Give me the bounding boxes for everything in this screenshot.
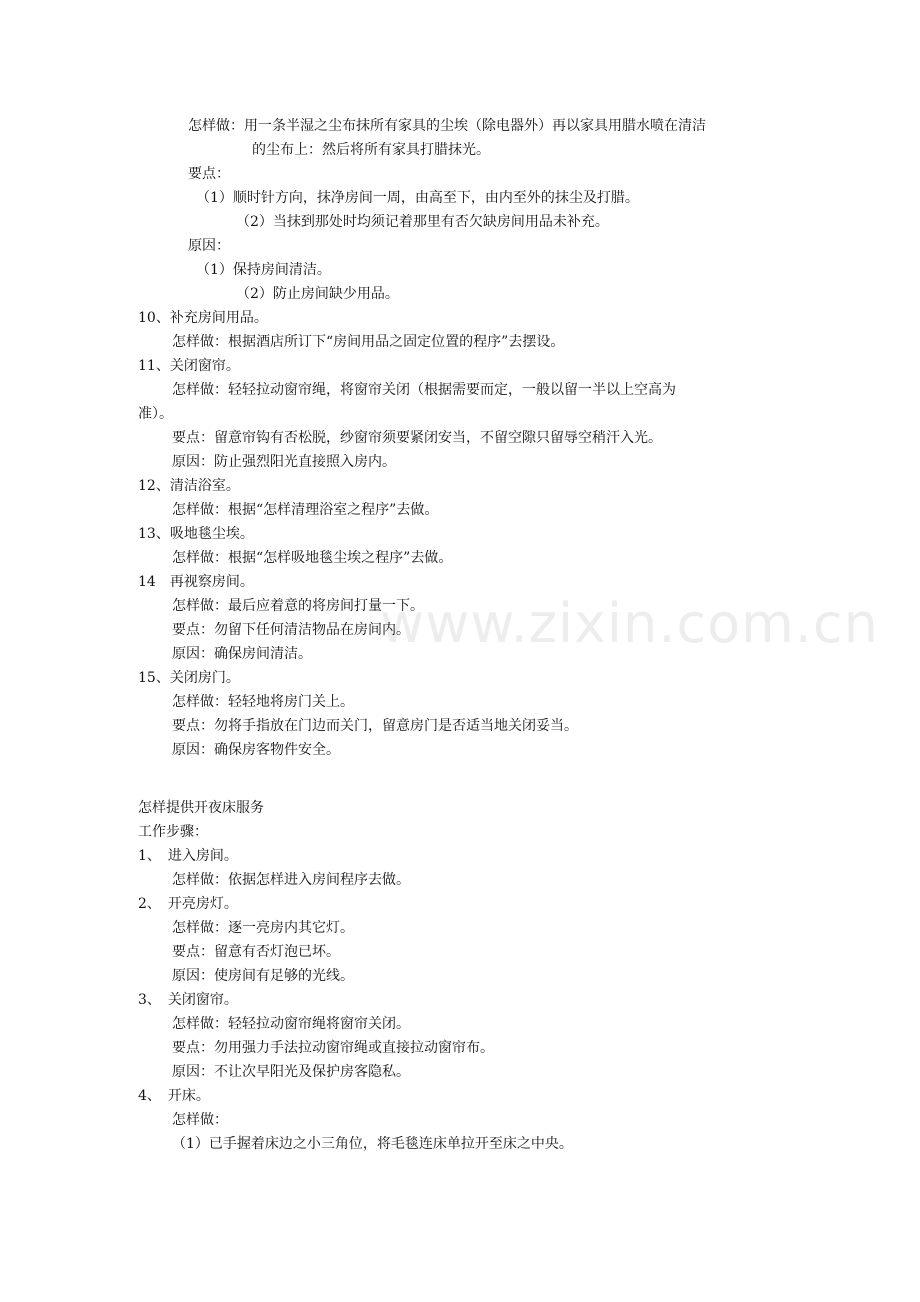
- text-line: 准）。: [138, 406, 173, 422]
- text-line: 要点：勿用强力手法拉动窗帘绳或直接拉动窗帘布。: [172, 1040, 494, 1056]
- text-line: 15、关闭房门。: [138, 670, 240, 686]
- text-line: 怎样做：根据“怎样清理浴室之程序”去做。: [172, 502, 439, 518]
- text-line: 原因：防止强烈阳光直接照入房内。: [172, 454, 396, 470]
- text-line: 怎样做：轻轻地将房门关上。: [172, 694, 354, 710]
- text-line: 原因：不让次早阳光及保护房客隐私。: [172, 1064, 410, 1080]
- text-line: 3、 关闭窗帘。: [138, 992, 238, 1008]
- text-line: 1、 进入房间。: [138, 848, 238, 864]
- text-line: 怎样做：轻轻拉动窗帘绳，将窗帘关闭（根据需要而定，一般以留一半以上空高为: [172, 382, 676, 398]
- text-line: 原因：: [188, 238, 230, 254]
- text-line: 原因：使房间有足够的光线。: [172, 968, 354, 984]
- text-line: 要点：: [188, 166, 230, 182]
- text-line: 要点：勿将手指放在门边而关门，留意房门是否适当地关闭妥当。: [172, 718, 578, 734]
- text-line: 4、 开床。: [138, 1088, 210, 1104]
- text-line: 怎样做：根据酒店所订下“房间用品之固定位置的程序”去摆设。: [172, 334, 565, 350]
- text-line: 要点：留意帘钩有否松脱，纱窗帘须要紧闭安当，不留空隙只留辱空稍汗入光。: [172, 430, 662, 446]
- text-line: 2、 开亮房灯。: [138, 896, 238, 912]
- text-line: 11、关闭窗帘。: [138, 358, 240, 374]
- text-line: 原因：确保房客物件安全。: [172, 742, 340, 758]
- text-line: 14 再视察房间。: [138, 574, 254, 590]
- text-line: 怎样做：逐一亮房内其它灯。: [172, 920, 354, 936]
- text-line: 怎样做：最后应着意的将房间打量一下。: [172, 598, 424, 614]
- watermark-text: www.zixin.com.cn: [380, 592, 879, 655]
- text-line: 怎样提供开夜床服务: [138, 800, 264, 816]
- text-line: 原因：确保房间清洁。: [172, 646, 312, 662]
- text-line: 要点：留意有否灯泡已坏。: [172, 944, 340, 960]
- text-line: 工作步骤：: [138, 824, 208, 840]
- text-line: （2）防止房间缺少用品。: [236, 286, 399, 302]
- text-line: 13、吸地毯尘埃。: [138, 526, 254, 542]
- text-line: （2）当抹到那处时均须记着那里有否欠缺房间用品未补充。: [236, 214, 609, 230]
- text-line: 怎样做：轻轻拉动窗帘绳将窗帘关闭。: [172, 1016, 410, 1032]
- text-line: 怎样做：依据怎样进入房间程序去做。: [172, 872, 410, 888]
- text-line: 怎样做：用一条半湿之尘布抹所有家具的尘埃（除电器外）再以家具用腊水喷在清洁: [188, 118, 706, 134]
- text-line: 12、清洁浴室。: [138, 478, 240, 494]
- text-line: 的尘布上：然后将所有家具打腊抹光。: [252, 142, 490, 158]
- text-line: （1）已手握着床边之小三角位，将毛毯连床单拉开至床之中央。: [172, 1136, 573, 1152]
- text-line: 怎样做：根据“怎样吸地毯尘埃之程序”去做。: [172, 550, 453, 566]
- text-line: 要点：勿留下任何清洁物品在房间内。: [172, 622, 410, 638]
- text-line: 怎样做：: [172, 1112, 228, 1128]
- text-line: （1）顺时针方向，抹净房间一周，由高至下，由内至外的抹尘及打腊。: [196, 190, 639, 206]
- text-line: 10、补充房间用品。: [138, 310, 268, 326]
- text-line: （1）保持房间清洁。: [196, 262, 331, 278]
